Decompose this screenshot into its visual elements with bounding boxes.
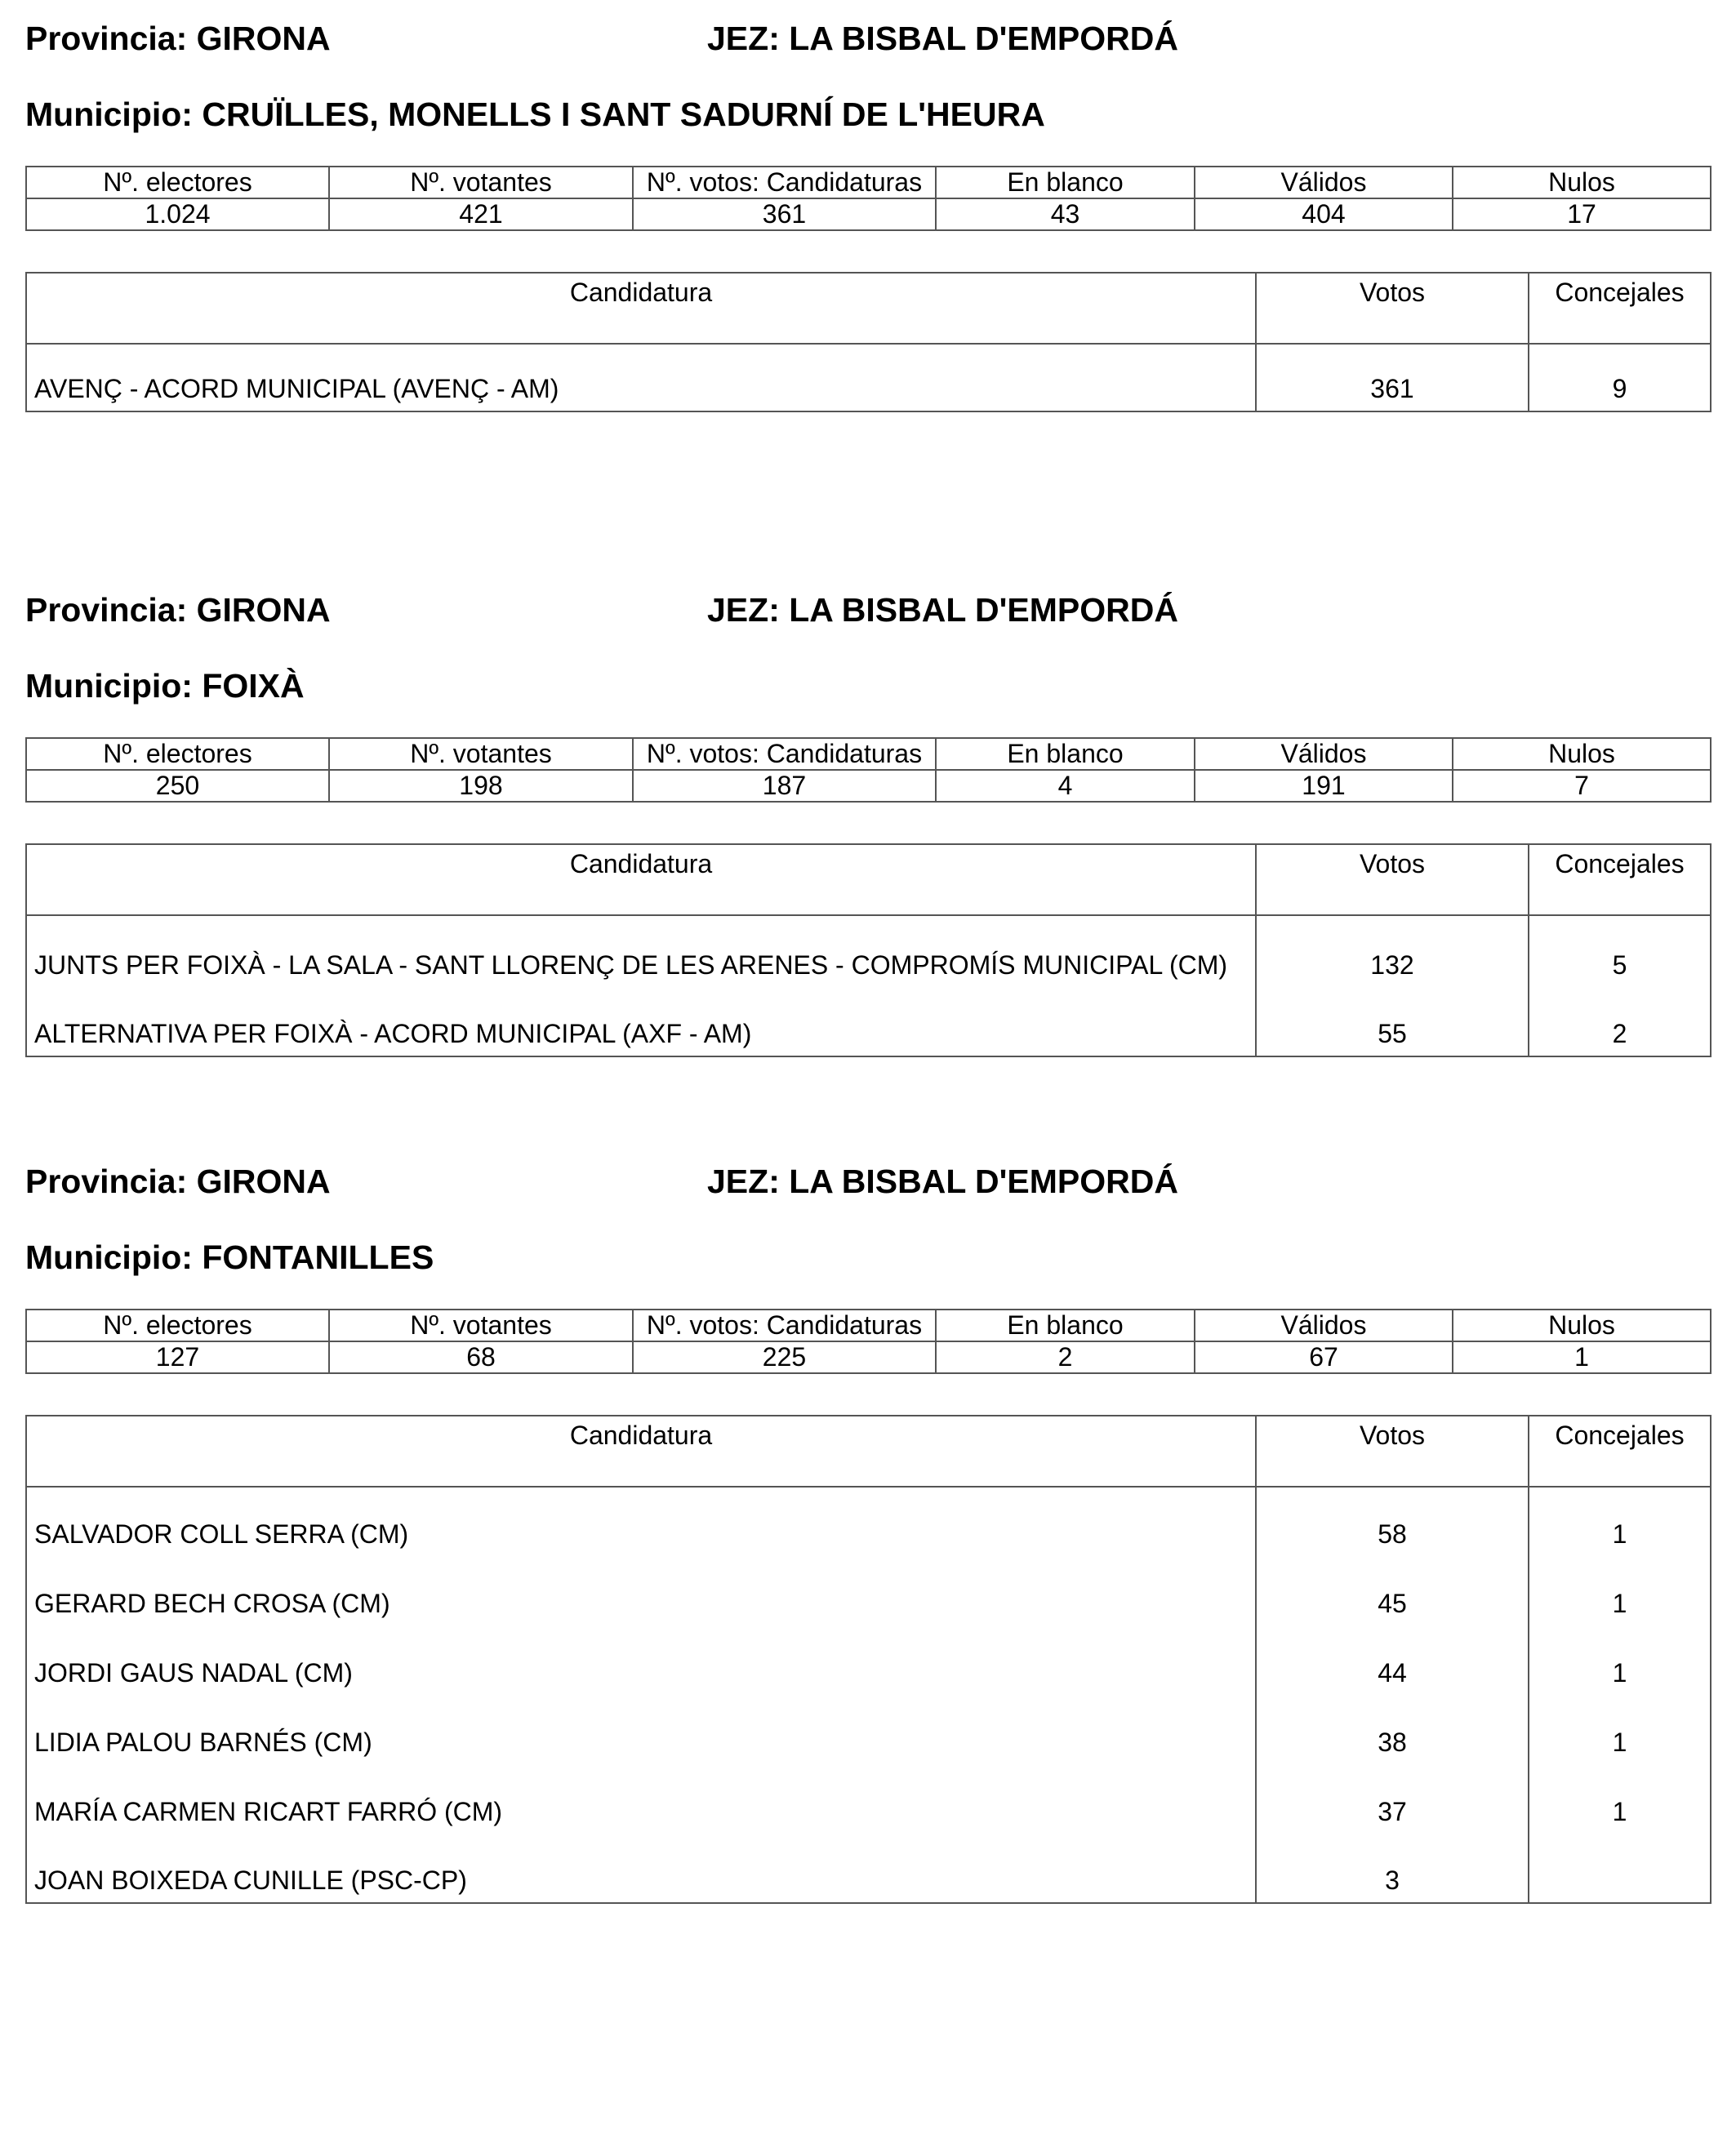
stats-header-electores: Nº. electores xyxy=(26,167,329,198)
header-candidatura: Candidatura xyxy=(26,1416,1256,1487)
candidate-row xyxy=(26,1834,1711,1903)
stats-header-validos: Válidos xyxy=(1195,167,1453,198)
candidate-row xyxy=(26,344,1711,411)
candidates-header-row xyxy=(26,273,1711,344)
stats-value-electores: 1.024 xyxy=(26,198,329,230)
stats-value-nulos: 1 xyxy=(1453,1341,1711,1373)
stats-value-votantes: 421 xyxy=(329,198,633,230)
candidates-table xyxy=(25,272,1712,412)
stats-value-en-blanco: 2 xyxy=(936,1341,1195,1373)
header-concejales: Concejales xyxy=(1529,273,1711,344)
candidate-concejales xyxy=(1529,1834,1711,1903)
candidate-row xyxy=(26,1625,1711,1695)
candidate-concejales: 1 xyxy=(1529,1556,1711,1625)
stats-header-en-blanco: En blanco xyxy=(936,738,1195,770)
stats-header-validos: Válidos xyxy=(1195,1310,1453,1341)
stats-value-votantes: 198 xyxy=(329,770,633,802)
stats-table xyxy=(25,166,1712,231)
stats-value-row xyxy=(26,770,1711,802)
stats-value-validos: 191 xyxy=(1195,770,1453,802)
candidate-concejales: 9 xyxy=(1529,344,1711,411)
stats-value-validos: 404 xyxy=(1195,198,1453,230)
stats-header-nulos: Nulos xyxy=(1453,738,1711,770)
candidate-concejales: 1 xyxy=(1529,1695,1711,1764)
stats-header-en-blanco: En blanco xyxy=(936,1310,1195,1341)
stats-header-votos-candidaturas: Nº. votos: Candidaturas xyxy=(633,1310,936,1341)
candidate-row xyxy=(26,1487,1711,1556)
candidate-name: JOAN BOIXEDA CUNILLE (PSC-CP) xyxy=(26,1834,1256,1903)
header-concejales: Concejales xyxy=(1529,844,1711,915)
stats-header-votos-candidaturas: Nº. votos: Candidaturas xyxy=(633,738,936,770)
header-candidatura: Candidatura xyxy=(26,844,1256,915)
stats-header-en-blanco: En blanco xyxy=(936,167,1195,198)
stats-value-votos-candidaturas: 187 xyxy=(633,770,936,802)
candidate-concejales: 1 xyxy=(1529,1764,1711,1834)
candidate-votos: 58 xyxy=(1256,1487,1529,1556)
candidate-name: AVENÇ - ACORD MUNICIPAL (AVENÇ - AM) xyxy=(26,344,1256,411)
stats-header-validos: Válidos xyxy=(1195,738,1453,770)
stats-value-validos: 67 xyxy=(1195,1341,1453,1373)
candidate-concejales: 5 xyxy=(1529,915,1711,987)
candidate-name: MARÍA CARMEN RICART FARRÓ (CM) xyxy=(26,1764,1256,1834)
candidate-name: JUNTS PER FOIXÀ - LA SALA - SANT LLORENÇ DE LES ARENES - COMPROMÍS MUNICIPAL (CM) xyxy=(26,915,1256,987)
stats-value-en-blanco: 4 xyxy=(936,770,1195,802)
stats-header-nulos: Nulos xyxy=(1453,1310,1711,1341)
municipio-label: Municipio: FONTANILLES xyxy=(25,1238,434,1276)
candidates-header-row xyxy=(26,1416,1711,1487)
header-votos: Votos xyxy=(1256,1416,1529,1487)
jez-label: JEZ: LA BISBAL D'EMPORDÁ xyxy=(707,20,1178,57)
stats-header-row xyxy=(26,1310,1711,1341)
candidate-name: ALTERNATIVA PER FOIXÀ - ACORD MUNICIPAL (AXF - AM) xyxy=(26,987,1256,1056)
municipio-label: Municipio: FOIXÀ xyxy=(25,667,305,705)
stats-value-row xyxy=(26,198,1711,230)
candidate-votos: 132 xyxy=(1256,915,1529,987)
candidate-votos: 361 xyxy=(1256,344,1529,411)
candidate-row xyxy=(26,1764,1711,1834)
header-concejales: Concejales xyxy=(1529,1416,1711,1487)
stats-table xyxy=(25,737,1712,803)
stats-header-votantes: Nº. votantes xyxy=(329,167,633,198)
candidate-votos: 38 xyxy=(1256,1695,1529,1764)
provincia-label: Provincia: GIRONA xyxy=(25,591,331,629)
stats-value-votantes: 68 xyxy=(329,1341,633,1373)
stats-header-votantes: Nº. votantes xyxy=(329,738,633,770)
stats-value-nulos: 17 xyxy=(1453,198,1711,230)
stats-header-votos-candidaturas: Nº. votos: Candidaturas xyxy=(633,167,936,198)
candidate-votos: 55 xyxy=(1256,987,1529,1056)
jez-label: JEZ: LA BISBAL D'EMPORDÁ xyxy=(707,591,1178,629)
municipio-label: Municipio: CRUÏLLES, MONELLS I SANT SADURNÍ DE L'HEURA xyxy=(25,96,1045,133)
header-votos: Votos xyxy=(1256,844,1529,915)
candidate-votos: 3 xyxy=(1256,1834,1529,1903)
candidates-table xyxy=(25,843,1712,1057)
candidate-row xyxy=(26,1695,1711,1764)
candidate-concejales: 2 xyxy=(1529,987,1711,1056)
stats-value-electores: 250 xyxy=(26,770,329,802)
stats-value-votos-candidaturas: 361 xyxy=(633,198,936,230)
candidate-name: LIDIA PALOU BARNÉS (CM) xyxy=(26,1695,1256,1764)
candidate-votos: 45 xyxy=(1256,1556,1529,1625)
candidate-row xyxy=(26,1556,1711,1625)
candidate-name: GERARD BECH CROSA (CM) xyxy=(26,1556,1256,1625)
stats-header-electores: Nº. electores xyxy=(26,738,329,770)
header-votos: Votos xyxy=(1256,273,1529,344)
candidate-votos: 37 xyxy=(1256,1764,1529,1834)
provincia-label: Provincia: GIRONA xyxy=(25,20,331,57)
candidates-header-row xyxy=(26,844,1711,915)
stats-header-votantes: Nº. votantes xyxy=(329,1310,633,1341)
stats-header-row xyxy=(26,738,1711,770)
candidate-row xyxy=(26,987,1711,1056)
stats-value-electores: 127 xyxy=(26,1341,329,1373)
stats-value-row xyxy=(26,1341,1711,1373)
stats-header-nulos: Nulos xyxy=(1453,167,1711,198)
candidate-votos: 44 xyxy=(1256,1625,1529,1695)
candidate-row xyxy=(26,915,1711,987)
stats-value-en-blanco: 43 xyxy=(936,198,1195,230)
stats-value-nulos: 7 xyxy=(1453,770,1711,802)
stats-value-votos-candidaturas: 225 xyxy=(633,1341,936,1373)
candidate-name: SALVADOR COLL SERRA (CM) xyxy=(26,1487,1256,1556)
stats-header-electores: Nº. electores xyxy=(26,1310,329,1341)
candidates-table xyxy=(25,1415,1712,1904)
candidate-concejales: 1 xyxy=(1529,1625,1711,1695)
stats-header-row xyxy=(26,167,1711,198)
header-candidatura: Candidatura xyxy=(26,273,1256,344)
candidate-name: JORDI GAUS NADAL (CM) xyxy=(26,1625,1256,1695)
candidate-concejales: 1 xyxy=(1529,1487,1711,1556)
jez-label: JEZ: LA BISBAL D'EMPORDÁ xyxy=(707,1163,1178,1200)
stats-table xyxy=(25,1309,1712,1374)
provincia-label: Provincia: GIRONA xyxy=(25,1163,331,1200)
